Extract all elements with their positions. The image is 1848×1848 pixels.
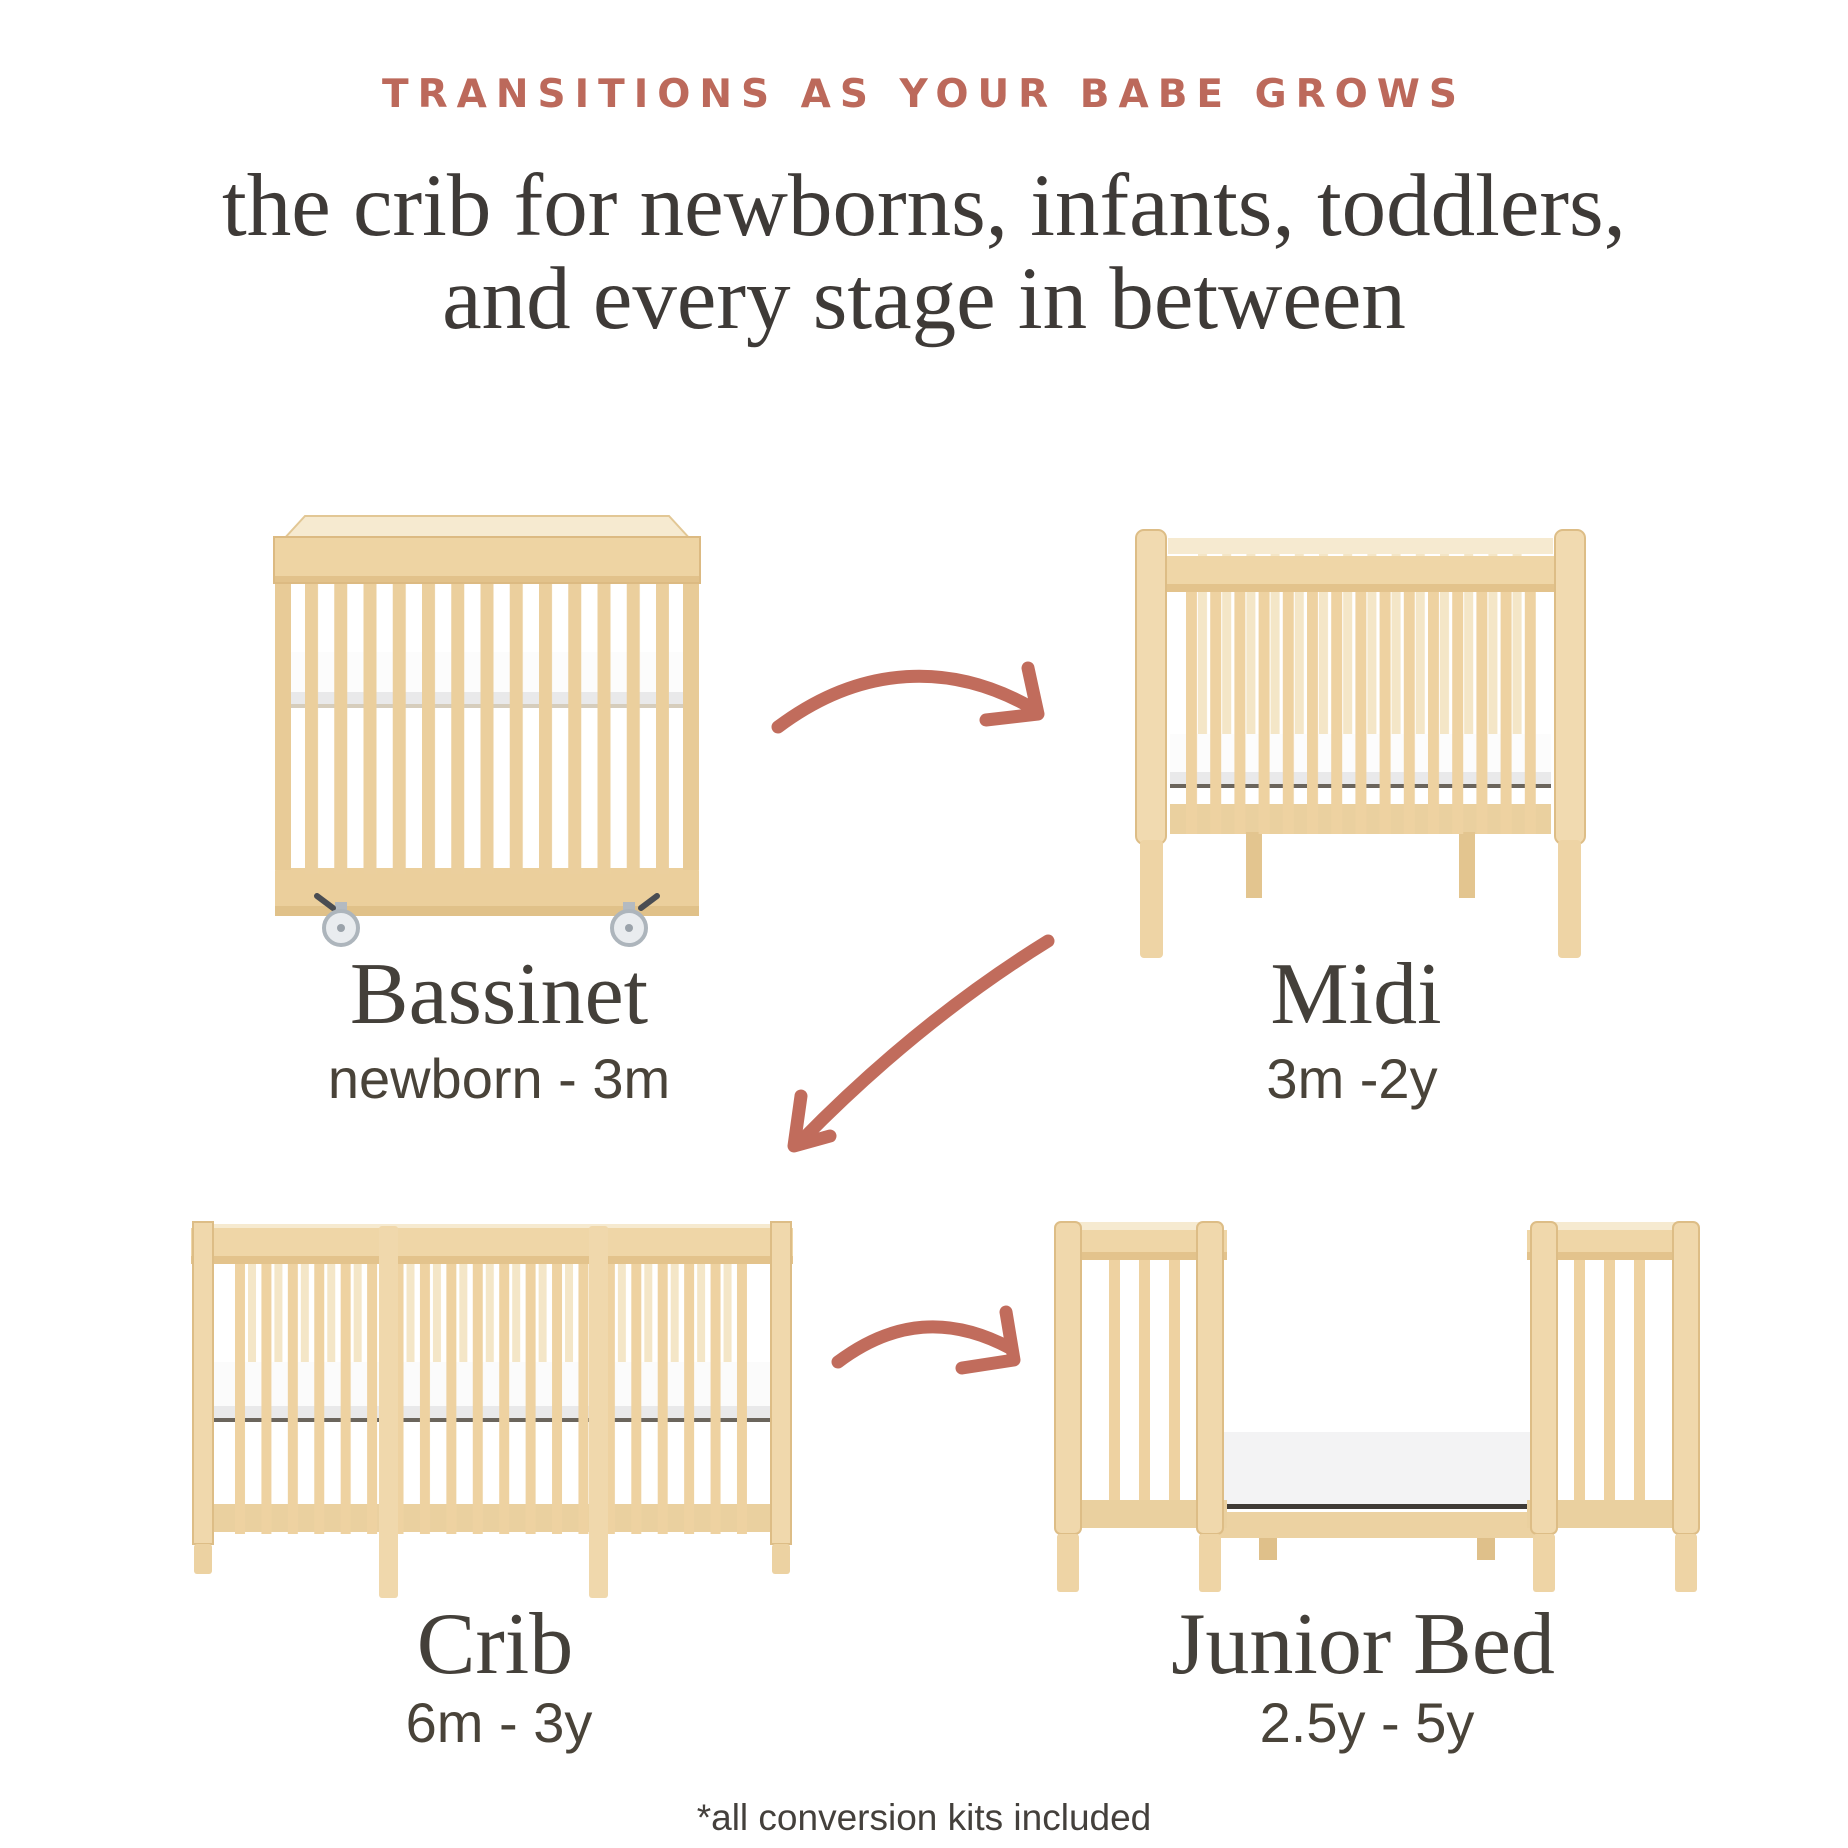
- midi-back-leg-right: [1459, 832, 1475, 898]
- stage-name-crib: Crib: [416, 1596, 574, 1693]
- midi-right-leg: [1558, 840, 1581, 958]
- crib-left-end-post: [193, 1222, 213, 1544]
- arrow-midi-to-crib: [794, 941, 1048, 1146]
- midi-right-post: [1555, 530, 1585, 844]
- stage-age-crib: 6m - 3y: [405, 1691, 593, 1754]
- bassinet-left-post: [275, 538, 291, 870]
- page-title: [0, 157, 1848, 348]
- crib-front-right-leg: [589, 1226, 608, 1598]
- bassinet-top-rail: [273, 536, 701, 584]
- crib-illustration: [191, 1196, 793, 1598]
- bassinet-illustration: [273, 482, 701, 947]
- junior-support-leg-right: [1477, 1538, 1495, 1560]
- midi-crib-illustration: [1128, 496, 1593, 962]
- midi-left-leg: [1140, 840, 1163, 958]
- stage-name-junior-bed: Junior Bed: [1171, 1596, 1555, 1693]
- conversion-kits-footnote: *all conversion kits included: [696, 1797, 1152, 1838]
- page-title-line2: and every stage in between: [442, 250, 1406, 348]
- midi-top-rail: [1166, 556, 1555, 592]
- stage-age-bassinet: newborn - 3m: [327, 1047, 671, 1110]
- junior-right-panel: [1527, 1222, 1699, 1592]
- midi-front-slats: [1186, 590, 1536, 834]
- junior-mattress: [1201, 1422, 1553, 1509]
- bassinet-slats: [305, 582, 669, 874]
- junior-base-rail: [1211, 1512, 1543, 1538]
- midi-back-leg-left: [1246, 832, 1262, 898]
- midi-back-rail: [1168, 538, 1553, 554]
- crib-left-end-leg: [194, 1544, 212, 1574]
- crib-right-end-post: [771, 1222, 791, 1544]
- arrow-crib-to-junior-bed: [838, 1312, 1014, 1368]
- stage-name-midi: Midi: [1270, 946, 1442, 1043]
- stage-age-junior-bed: 2.5y - 5y: [1259, 1691, 1475, 1754]
- crib-front-slats: [235, 1258, 747, 1534]
- junior-bed-illustration: [1051, 1196, 1703, 1594]
- junior-left-panel: [1055, 1222, 1227, 1592]
- bassinet-right-post: [683, 538, 699, 870]
- stage-name-bassinet: Bassinet: [349, 946, 649, 1043]
- crib-front-left-leg: [379, 1226, 398, 1598]
- eyebrow-heading: TRANSITIONS AS YOUR BABE GROWS: [382, 72, 1466, 117]
- crib-top-rail: [191, 1228, 793, 1264]
- stage-age-midi: 3m -2y: [1266, 1047, 1438, 1110]
- midi-left-post: [1136, 530, 1166, 844]
- page-title-line1: the crib for newborns, infants, toddlers,: [222, 157, 1626, 255]
- arrow-bassinet-to-midi: [778, 668, 1038, 727]
- junior-support-leg-left: [1259, 1538, 1277, 1560]
- crib-right-end-leg: [772, 1544, 790, 1574]
